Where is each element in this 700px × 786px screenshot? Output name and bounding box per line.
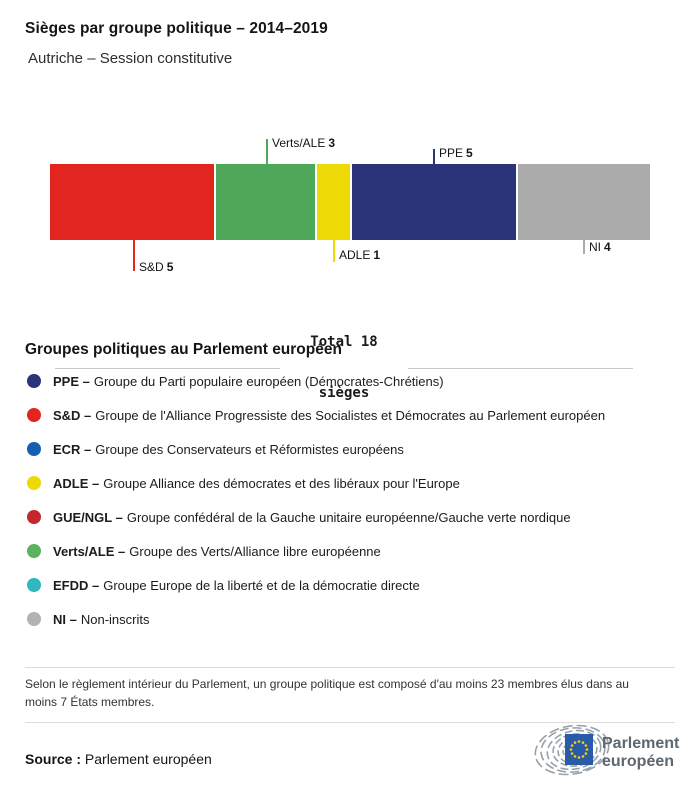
legend-color-dot-gue-ngl (27, 510, 41, 524)
callout-tick-verts-ale (266, 139, 268, 164)
callout-tick-sd (133, 240, 135, 271)
callout-label-ni: NI 4 (589, 240, 611, 254)
legend-item-ppe: PPE – Groupe du Parti populaire européen (Démocrates-Chrétiens) (27, 364, 687, 398)
legend-item-efdd: EFDD – Groupe Europe de la liberté et de la démocratie directe (27, 568, 687, 602)
logo-wordmark-line1: Parlement (602, 735, 680, 752)
logo-wordmark-line2: européen (602, 753, 675, 770)
callout-label-ppe: PPE 5 (439, 146, 473, 160)
source-value: Parlement européen (84, 751, 212, 767)
callout-tick-ni (583, 240, 585, 254)
legend-color-dot-efdd (27, 578, 41, 592)
legend-item-verts-ale: Verts/ALE – Groupe des Verts/Alliance libre européenne (27, 534, 687, 568)
footer-divider-top (25, 667, 675, 668)
legend-list (27, 364, 687, 636)
source-line (25, 751, 212, 767)
bar-segment-verts-ale (216, 164, 315, 240)
legend-color-dot-verts-ale (27, 544, 41, 558)
callout-tick-ppe (433, 149, 435, 164)
legend-item-ecr: ECR – Groupe des Conservateurs et Réformistes européens (27, 432, 687, 466)
page-subtitle: Autriche – Session constitutive (28, 50, 233, 67)
eu-flag-icon (565, 734, 593, 765)
legend-color-dot-adle (27, 476, 41, 490)
callout-label-sd: S&D 5 (139, 260, 174, 274)
legend-item-adle: ADLE – Groupe Alliance des démocrates et des libéraux pour l'Europe (27, 466, 687, 500)
bar-segment-ppe (352, 164, 516, 240)
source-label: Source : (25, 751, 82, 767)
legend-color-dot-ecr (27, 442, 41, 456)
legend-color-dot-ni (27, 612, 41, 626)
total-seats-label: Total 18 sièges (310, 334, 378, 401)
callout-tick-adle (333, 240, 335, 262)
legend-color-dot-ppe (27, 374, 41, 388)
bar-segment-sd (50, 164, 214, 240)
legend-item-ni: NI – Non-inscrits (27, 602, 687, 636)
parlement-europeen-logo (531, 722, 689, 776)
callout-label-adle: ADLE 1 (339, 248, 381, 262)
legend-item-sd: S&D – Groupe de l'Alliance Progressiste des Socialistes et Démocrates au Parlement européen (27, 398, 687, 432)
callout-label-verts-ale: Verts/ALE 3 (272, 136, 336, 150)
stacked-seat-bar (50, 164, 650, 240)
bar-segment-ni (518, 164, 650, 240)
footnote: Selon le règlement intérieur du Parlement, un groupe politique est composé d'au moins 23 membres élus dans au moins 7 États membres. (25, 677, 629, 709)
legend-item-gue-ngl: GUE/NGL – Groupe confédéral de la Gauche unitaire européenne/Gauche verte nordique (27, 500, 687, 534)
page-title: Sièges par groupe politique – 2014–2019 (25, 20, 328, 37)
legend-color-dot-sd (27, 408, 41, 422)
bar-segment-adle (317, 164, 350, 240)
legend-heading: Groupes politiques au Parlement européen (25, 341, 342, 358)
